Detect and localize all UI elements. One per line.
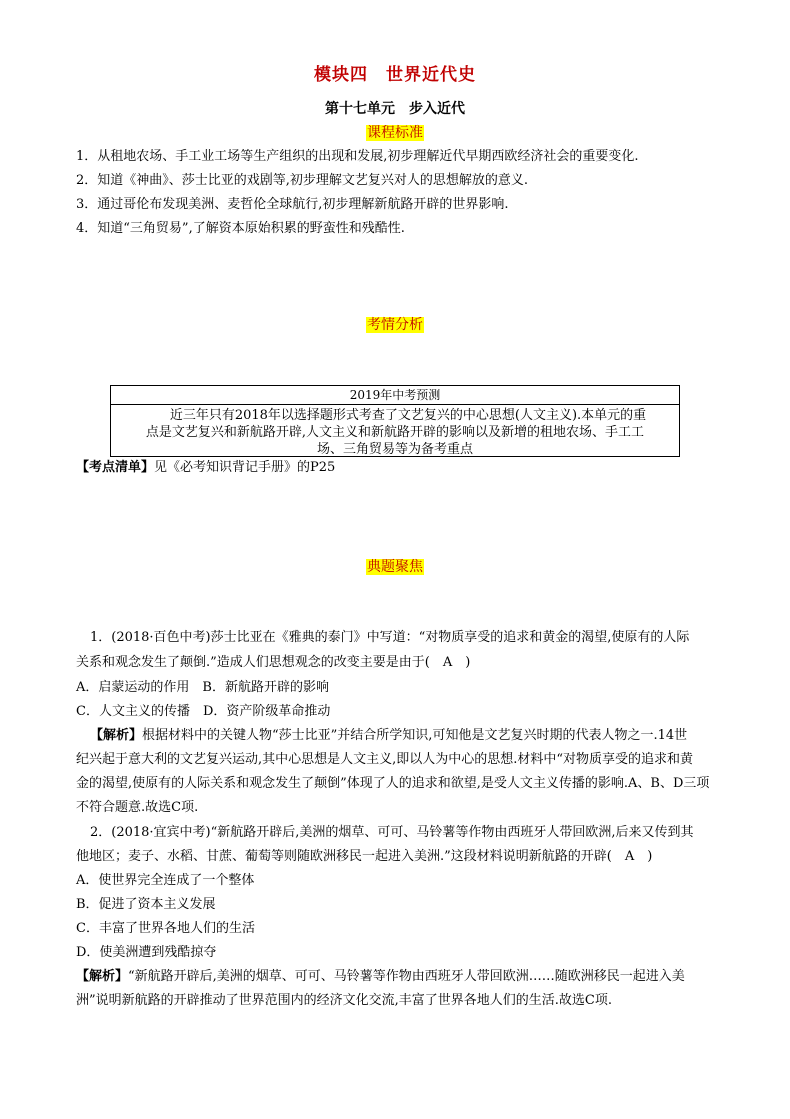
page-title: 模块四 世界近代史 <box>314 65 476 85</box>
q1-option-ab: A．启蒙运动的作用 B．新航路开辟的影响 <box>76 680 329 695</box>
standard-item-2: 2．知道《神曲》、莎士比亚的戏剧等,初步理解文艺复兴对人的思想解放的意义. <box>76 173 529 188</box>
prediction-line: 点是文艺复兴和新航路开辟,人文主义和新航路开辟的影响以及新增的租地农场、手工工 <box>145 425 645 440</box>
q1-analysis-tag: 【解析】 <box>90 728 143 743</box>
q1-analysis-line-1 <box>90 724 687 748</box>
q1-stem-line-2: 关系和观念发生了颠倒.”造成人们思想观念的改变主要是由于( A ) <box>76 655 471 670</box>
q1-stem-line-1: 1．(2018·百色中考)莎士比亚在《雅典的泰门》中写道：“对物质享受的追求和黄金的渴望,使原有的人际 <box>90 630 690 645</box>
prediction-body <box>111 405 679 458</box>
checklist-line <box>76 456 335 480</box>
unit-subtitle: 第十七单元 步入近代 <box>325 101 465 117</box>
q2-analysis-line-1 <box>76 965 685 989</box>
prediction-header: 2019年中考预测 <box>111 386 679 405</box>
prediction-line: 近三年只有2018年以选择题形式考查了文艺复兴的中心思想(人文主义).本单元的重 <box>169 408 647 423</box>
q2-option-b: B．促进了资本主义发展 <box>76 897 216 912</box>
checklist-tag: 【考点清单】 <box>76 460 155 475</box>
q2-stem-line-1: 2．(2018·宜宾中考)“新航路开辟后,美洲的烟草、可可、马铃薯等作物由西班牙人带回欧洲,后来又传到其 <box>90 825 694 840</box>
standard-item-3: 3．通过哥伦布发现美洲、麦哲伦全球航行,初步理解新航路开辟的世界影响. <box>76 197 509 212</box>
section-analysis-heading <box>0 314 790 335</box>
section-examples-heading <box>0 556 790 577</box>
section-label: 考情分析 <box>367 317 423 333</box>
prediction-line: 场、三角贸易等为备考重点 <box>316 442 473 457</box>
section-label: 课程标准 <box>367 125 423 141</box>
q1-analysis-line-4: 不符合题意.故选C项. <box>76 800 199 815</box>
q1-option-cd: C．人文主义的传播 D．资产阶级革命推动 <box>76 704 331 719</box>
q2-analysis-line-2: 洲”说明新航路的开辟推动了世界范围内的经济文化交流,丰富了世界各地人们的生活.故选C项. <box>76 993 612 1008</box>
q2-option-d: D．使美洲遭到残酷掠夺 <box>76 945 217 960</box>
q2-stem-line-2: 他地区；麦子、水稻、甘蔗、葡萄等则随欧洲移民一起进入美洲.”这段材料说明新航路的开辟( A ) <box>76 849 653 864</box>
q2-analysis-tag: 【解析】 <box>76 969 129 984</box>
q1-analysis-line-3: 金的渴望,使原有的人际关系和观念发生了颠倒”体现了人的追求和欲望,是受人文主义传播的影响.A、B、D三项 <box>76 776 710 791</box>
q1-analysis-line-2: 纪兴起于意大利的文艺复兴运动,其中心思想是人文主义,即以人为中心的思想.材料中“对物质享受的追求和黄 <box>76 752 694 767</box>
prediction-table <box>110 385 680 457</box>
q2-option-a: A．使世界完全连成了一个整体 <box>76 873 255 888</box>
q2-option-c: C．丰富了世界各地人们的生活 <box>76 921 255 936</box>
section-label: 典题聚焦 <box>367 559 423 575</box>
standard-item-4: 4．知道“三角贸易”,了解资本原始积累的野蛮性和残酷性. <box>76 221 405 236</box>
q2-analysis-text: “新航路开辟后,美洲的烟草、可可、马铃薯等作物由西班牙人带回欧洲……随欧洲移民一起进入美 <box>128 969 685 984</box>
q1-analysis-text: 根据材料中的关键人物“莎士比亚”并结合所学知识,可知他是文艺复兴时期的代表人物之一.14世 <box>142 728 688 743</box>
section-standards-heading <box>0 122 790 143</box>
standard-item-1: 1．从租地农场、手工业工场等生产组织的出现和发展,初步理解近代早期西欧经济社会的重要变化. <box>76 149 639 164</box>
checklist-text: 见《必考知识背记手册》的P25 <box>154 460 336 475</box>
